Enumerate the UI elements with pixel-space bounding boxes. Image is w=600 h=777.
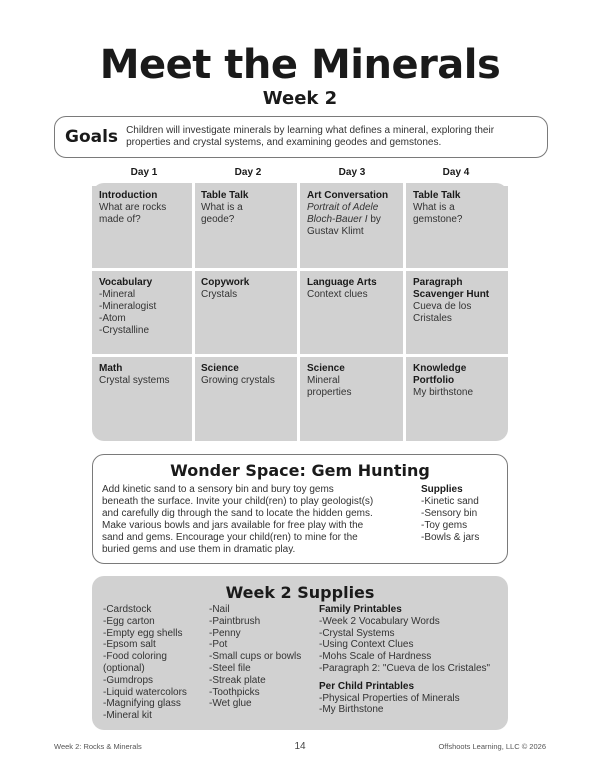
day-header: Day 3 — [338, 167, 366, 178]
grid-cell — [194, 273, 298, 305]
list-item: -Crystal Systems — [319, 627, 395, 639]
list-item: -Mineral kit — [103, 710, 152, 722]
wonder-text-line: buried gems and use them in dramatic play. — [102, 544, 296, 555]
list-item: -Pot — [209, 639, 228, 651]
day-header: Day 1 — [130, 167, 158, 178]
grid-cell — [92, 186, 196, 230]
grid-cell — [194, 359, 298, 391]
supplies-column-2 — [209, 604, 301, 710]
cell-text: What is a — [413, 202, 455, 213]
list-item: (optional) — [103, 662, 145, 674]
grid-cell — [300, 273, 404, 305]
cell-heading: Art Conversation — [307, 190, 389, 201]
grid-cell — [92, 273, 196, 341]
list-item: -Cardstock — [103, 604, 152, 615]
grid-cell — [92, 359, 196, 391]
cell-text: by — [367, 214, 381, 225]
cell-heading: Table Talk — [413, 190, 461, 201]
grid-cell — [194, 186, 298, 230]
list-item: -Penny — [209, 627, 241, 639]
cell-text: What is a — [201, 202, 243, 213]
cell-text: Crystals — [201, 289, 238, 300]
cell-text: Gustav Klimt — [307, 226, 364, 237]
cell-text: Cristales — [413, 313, 452, 324]
wonder-text-line: Make various bowls and jars available for free play with the — [102, 520, 364, 531]
cell-heading: Paragraph — [413, 277, 463, 288]
cell-heading: Copywork — [201, 277, 250, 288]
cell-text: -Crystalline — [99, 325, 150, 336]
grid-cell — [300, 186, 404, 242]
list-item: -Toy gems — [421, 520, 468, 531]
list-item: -Small cups or bowls — [209, 651, 302, 663]
cell-heading: Portfolio — [413, 375, 455, 386]
cell-text: My birthstone — [413, 387, 474, 398]
footer-copyright: Offshoots Learning, LLC © 2026 — [438, 742, 546, 751]
grid-cell — [406, 186, 508, 230]
list-item: -Food coloring — [103, 651, 167, 663]
day-header: Day 2 — [234, 167, 262, 178]
grid-divider — [297, 183, 300, 441]
week-supplies-box — [92, 576, 508, 730]
list-item: -Empty egg shells — [103, 627, 183, 639]
wonder-text-line: Add kinetic sand to a sensory bin and bury toy gems — [102, 484, 334, 495]
day-header: Day 4 — [442, 167, 470, 178]
goals-box — [54, 116, 548, 158]
list-item: -Sensory bin — [421, 508, 478, 519]
list-item: -My Birthstone — [319, 704, 384, 716]
cell-heading: Science — [201, 363, 239, 374]
cell-text: Context clues — [307, 289, 368, 300]
grid-cell — [406, 359, 508, 403]
list-item: -Streak plate — [209, 674, 266, 686]
list-item: -Nail — [209, 604, 230, 615]
list-item: -Mohs Scale of Hardness — [319, 651, 432, 663]
page-subtitle: Week 2 — [262, 88, 338, 109]
wonder-supplies-heading: Supplies — [421, 484, 463, 495]
cell-text: -Mineral — [99, 289, 136, 300]
wonder-text-line: and carefully dig through the sand to locate the hidden gems. — [102, 508, 373, 519]
page-number: 14 — [294, 741, 306, 752]
list-item: -Egg carton — [103, 615, 155, 627]
cell-text: Growing crystals — [201, 375, 275, 386]
cell-heading: Language Arts — [307, 277, 377, 288]
cell-text: Crystal systems — [99, 375, 170, 386]
wonder-supplies-list — [421, 484, 505, 544]
grid-divider — [403, 183, 406, 441]
cell-text-italic: Portrait of Adele — [307, 202, 379, 213]
cell-heading: Scavenger Hunt — [413, 289, 490, 300]
list-item: -Wet glue — [209, 698, 252, 710]
list-item: -Toothpicks — [209, 686, 260, 698]
wonder-text-line: beneath the surface. Invite your child(ren) to play geologist(s) — [102, 496, 374, 507]
child-printables-heading: Per Child Printables — [319, 680, 415, 692]
cell-text: -Mineralogist — [99, 301, 157, 312]
goals-text-line: Children will investigate minerals by learning what defines a mineral, exploring their — [126, 125, 495, 136]
list-item: -Week 2 Vocabulary Words — [319, 615, 440, 627]
list-item: -Steel file — [209, 662, 251, 674]
list-item: -Gumdrops — [103, 674, 154, 686]
cell-heading: Introduction — [99, 190, 158, 201]
cell-text: Cueva de los — [413, 301, 472, 312]
grid-cell — [406, 273, 508, 329]
wonder-space-text — [102, 484, 420, 556]
wonder-space-box — [92, 454, 508, 564]
cell-heading: Math — [99, 363, 123, 374]
family-printables-heading: Family Printables — [319, 604, 402, 615]
footer-left: Week 2: Rocks & Minerals — [54, 742, 142, 751]
list-item: -Using Context Clues — [319, 639, 414, 651]
supplies-column-1 — [103, 604, 187, 722]
list-item: -Physical Properties of Minerals — [319, 692, 460, 704]
cell-text: -Atom — [99, 313, 126, 324]
day-headers — [92, 167, 508, 178]
cell-heading: Vocabulary — [99, 277, 153, 288]
list-item: -Paintbrush — [209, 615, 261, 627]
cell-heading: Knowledge — [413, 363, 467, 374]
list-item: -Bowls & jars — [421, 532, 480, 543]
cell-heading: Science — [307, 363, 345, 374]
cell-text: made of? — [99, 214, 141, 225]
supplies-column-printables — [319, 604, 490, 716]
wonder-text-line: sand and gems. Encourage your child(ren) to mine for the — [102, 532, 358, 543]
cell-text: properties — [307, 387, 352, 398]
grid-divider — [92, 268, 508, 271]
grid-divider — [192, 183, 195, 441]
grid-cell — [300, 359, 404, 403]
cell-heading: Table Talk — [201, 190, 249, 201]
list-item: -Kinetic sand — [421, 496, 479, 507]
wonder-space-title: Wonder Space: Gem Hunting — [170, 461, 430, 480]
week-supplies-title: Week 2 Supplies — [225, 583, 375, 602]
list-item: -Magnifying glass — [103, 698, 181, 710]
goals-text — [126, 125, 494, 149]
goals-text-line: properties and crystal systems, and examining geodes and gemstones. — [126, 137, 442, 148]
list-item: -Liquid watercolors — [103, 686, 187, 698]
cell-text: geode? — [201, 214, 235, 225]
goals-label: Goals — [65, 127, 119, 147]
cell-text: gemstone? — [413, 214, 463, 225]
cell-text: Mineral — [307, 375, 340, 386]
grid-divider — [92, 354, 508, 357]
list-item: -Paragraph 2: "Cueva de los Cristales" — [319, 662, 491, 674]
cell-text: What are rocks — [99, 202, 167, 213]
list-item: -Epsom salt — [103, 639, 156, 651]
page-title: Meet the Minerals — [99, 42, 501, 88]
cell-text-italic: Bloch-Bauer I — [307, 214, 368, 225]
